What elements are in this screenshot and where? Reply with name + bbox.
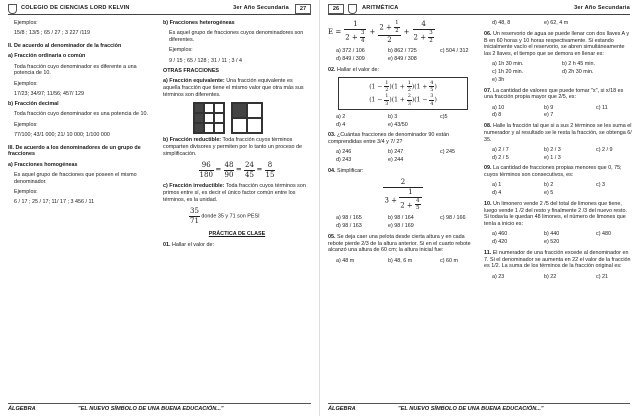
definition-text: Es aquel grupo de fracciones cuyos denominadores son diferentes.: [169, 30, 304, 43]
left-header: [8, 4, 311, 15]
footer-subject: ÁLGEBRA: [328, 406, 356, 412]
definition-text: Una fracción equivalente es aquella fracción que tiene el mismo valor que otra más sus términos son diferentes.: [163, 78, 304, 98]
option[interactable]: d) 4: [492, 190, 502, 196]
option[interactable]: e) 1 / 3: [544, 154, 561, 161]
irred-paragraph: [163, 183, 311, 203]
subsection-heading: b) Fracción decimal: [8, 101, 59, 107]
option[interactable]: d) 48, 8: [492, 20, 511, 26]
option[interactable]: d) 4: [336, 121, 346, 128]
ejemplos-label: Ejemplos:: [14, 20, 38, 26]
question-01: 01. Hallar el valor de:: [163, 241, 214, 248]
option[interactable]: b) 22: [544, 273, 557, 280]
grade-label: 3er Año Secundaria: [574, 5, 630, 11]
grade-label: 3er Año Secundaria: [233, 5, 289, 11]
footer-slogan: "EL NUEVO SÍMBOLO DE UNA BUENA EDUCACIÓN...": [398, 406, 544, 412]
right-footer: [328, 403, 630, 413]
q05-options: [328, 258, 478, 265]
footer-slogan: "EL NUEVO SÍMBOLO DE UNA BUENA EDUCACIÓN...": [78, 406, 224, 412]
option[interactable]: b) 440: [544, 231, 560, 238]
option[interactable]: a) 10: [492, 104, 505, 111]
right-header: [328, 4, 630, 15]
right-column-1: [328, 20, 478, 268]
practice-heading: PRÁCTICA DE CLASE: [208, 231, 266, 238]
option[interactable]: a) 372 / 106: [336, 48, 365, 54]
option[interactable]: e) 43/50: [388, 121, 408, 128]
option[interactable]: d) 8: [492, 112, 502, 119]
option[interactable]: b) 862 / 725: [388, 48, 417, 54]
grid-diagram-right: [231, 102, 263, 134]
section-heading: III. De acuerdo a los denominadores de un grupo de fracciones: [8, 144, 141, 158]
option[interactable]: e) 98 / 169: [388, 223, 414, 229]
option[interactable]: d) 2h 30 min.: [562, 69, 594, 75]
q02-options: [328, 114, 478, 129]
left-column-2: [163, 20, 311, 252]
equivalence-chain: $\frac{96}{180}$ = $\frac{48}{90}$ = $\frac{24}{45}$ = $\frac{8}{15}$: [199, 161, 275, 179]
q07-options: [484, 105, 632, 120]
equiv-paragraph: [163, 78, 311, 98]
option[interactable]: d) 849 / 309: [336, 55, 365, 62]
definition-text: Toda fracción cuyo denominador es diferente a una potencia de 10.: [14, 63, 137, 77]
ejemplos-label: Ejemplos:: [14, 80, 38, 87]
ejemplos-values: 17/23; 34/97; 11/56; 457/ 129: [14, 90, 85, 97]
left-footer: [8, 403, 311, 413]
option[interactable]: e) 7: [544, 112, 554, 119]
subsection-heading: b) Fracción reductible:: [163, 137, 222, 144]
question-05: 05. Se deja caer una pelota desde cierta altura y en cada rebote pierde 2/3 de la altura anterior. Si en el cuarto rebote alcanzó una altura de 60 cm; la altura inicial fue:: [328, 233, 471, 254]
q06-options: [484, 61, 632, 83]
option[interactable]: d) 420: [492, 239, 508, 245]
q01-options: [328, 48, 478, 63]
option[interactable]: b) 2: [544, 182, 554, 189]
option[interactable]: c) 98 / 166: [440, 215, 466, 222]
question-07: 07. La cantidad de valores que puede tomar "x", si x/18 es una fracción propia mayor que 2/5, es:: [484, 87, 624, 101]
question-03: 03. ¿Cuántas fracciones de denominador 90 están comprendidas entre 3/4 y 7/ 2?: [328, 132, 450, 145]
q04-expression: 2 3 + 1 2 + $\frac{4}{5}$: [328, 178, 478, 212]
option[interactable]: e) 5: [544, 190, 554, 196]
grid-diagram-left: [193, 102, 225, 134]
option[interactable]: b) 48, 6 m: [388, 257, 413, 264]
option[interactable]: d) 2 / 5: [492, 154, 509, 161]
question-06: 06. Un reservorio de agua se puede llenar con dos llaves A y B en 60 horas y 10 horas respectivamente. Si estando inicialmente vacío el reservorio, se abren simultáneamente las 2 llaves, el tiempo que se demora en llenar es:: [484, 30, 630, 57]
option[interactable]: e) 244: [388, 157, 404, 163]
option[interactable]: a) 48 m: [336, 257, 355, 264]
option[interactable]: b) 2 / 3: [544, 146, 561, 153]
option[interactable]: e) 62, 4 m: [544, 20, 569, 26]
option[interactable]: a) 23: [492, 273, 505, 280]
question-10: 10. Un limonero vende 2 /5 del total de limones que tiene, luego vende 1 /2 del resto y finalmente 2 /3 del nuevo resto. Si todavía le quedan 48 limones, el número de limones que tenía a inicio es:: [484, 200, 627, 227]
question-02: 02. Hallar el valor de:: [328, 66, 379, 73]
option[interactable]: b) 3: [388, 113, 398, 120]
option[interactable]: e) 849 / 308: [388, 55, 417, 62]
option[interactable]: a) 246: [336, 149, 352, 156]
option[interactable]: e) 3h: [492, 76, 505, 83]
option[interactable]: c) 2 / 9: [596, 146, 613, 153]
definition-text: Toda fracción cuyo denominador es una potencia de 10.: [14, 111, 148, 118]
option[interactable]: c) 504 / 312: [440, 48, 469, 54]
section-heading: II. De acuerdo al denominador de la fracción: [8, 43, 122, 49]
subsection-heading: b) Fracciones heterogéneas: [163, 20, 235, 26]
subsection-heading: a) Fracción equivalente:: [163, 78, 225, 84]
fraction-grids: [163, 102, 311, 134]
option[interactable]: a) 1h 30 min.: [492, 61, 524, 68]
ejemplos-values: 6 / 17 ; 25 / 17; 11/ 17 ; 3 456 / 11: [14, 199, 95, 205]
q10-options: [484, 231, 632, 246]
option[interactable]: c) 21: [596, 273, 608, 280]
school-logo-icon: [348, 4, 357, 14]
subsection-heading: a) Fracciones homogéneas: [8, 161, 78, 168]
option[interactable]: a) 2 / 7: [492, 146, 509, 153]
ejemplos-label: Ejemplos:: [14, 188, 38, 195]
option[interactable]: b) 98 / 164: [388, 215, 414, 222]
subsection-heading: c) Fracción irreductible:: [163, 183, 225, 189]
expression-E: E = 1 2 + $\frac{3}{4}$ + 2 + $\frac{1}{2}$ 2 + 4 2 + $\frac{3}{2}$: [328, 20, 433, 44]
option[interactable]: d) 243: [336, 157, 352, 163]
ejemplos-values: 77/100; 43/1 000; 21/ 10 000; 1/100 000: [14, 131, 110, 138]
option[interactable]: b) 9: [544, 104, 554, 111]
question-08: 08. Halle la fracción tal que si a sus 2 términos se les suma el numerador y al resultado se le resta la fracción, se obtenga 6/ 35.: [484, 123, 632, 143]
q05-options-continued: [484, 20, 632, 27]
ejemplos-values: 15/8 ; 13/5 ; 65 / 27 ; 3 227 /119: [14, 30, 91, 37]
definition-text: Toda fracción cuyos términos son primos entre sí, es decir el único factor común entre los términos, es la unidad.: [163, 183, 306, 203]
option[interactable]: a) 1: [492, 182, 502, 189]
question-04: 04. Simplificar:: [328, 167, 364, 174]
question-09: 09. La cantidad de fracciones propias menores que 0, 75; cuyos términos son consecutivos, es:: [484, 165, 622, 178]
option[interactable]: c) 1h 20 min.: [492, 69, 524, 75]
right-column-2: [484, 20, 632, 284]
school-name: COLEGIO DE CIENCIAS LORD KELVIN: [21, 5, 130, 11]
option[interactable]: d) 98 / 163: [336, 223, 362, 229]
irred-example: $\frac{35}{71}$ donde 35 y 71 son PESI: [190, 206, 260, 225]
page-number: 27: [295, 4, 311, 14]
option[interactable]: b) 2 h 45 min.: [562, 61, 595, 68]
reduc-paragraph: [163, 137, 311, 157]
section-heading: OTRAS FRACCIONES: [163, 67, 220, 74]
page-number: 26: [328, 4, 344, 14]
option[interactable]: c) 60 m: [440, 257, 458, 264]
option[interactable]: c) 3: [596, 182, 605, 189]
option[interactable]: c) 245: [440, 149, 455, 156]
option[interactable]: c) 11: [596, 104, 608, 111]
subsection-heading: a) Fracción ordinaria o común: [8, 53, 86, 60]
question-11: 11. El numerador de una fracción excede al denominador en 7. Si el denominador se aumenta en 22 el valor de la fracción es 1/2. La suma de los términos de la fracción original es:: [484, 249, 631, 270]
q04-options: [328, 215, 478, 230]
ejemplos-values: 9 / 15 ; 65 / 128 ; 31 / 11 ; 3 / 4: [169, 57, 243, 64]
left-column-1: [8, 20, 156, 209]
definition-text: Toda fracción cuyos términos comparten divisores y permiten por lo tanto un proceso de simplificación.: [163, 137, 303, 157]
right-page: [319, 0, 638, 416]
q03-options: [328, 149, 478, 164]
school-logo-icon: [8, 4, 17, 14]
option[interactable]: e) 520: [544, 239, 560, 245]
footer-subject: ÁLGEBRA: [8, 406, 36, 412]
ejemplos-label: Ejemplos:: [14, 121, 38, 128]
q09-options: [484, 182, 632, 197]
option[interactable]: c) 480: [596, 231, 611, 238]
option[interactable]: c)5: [440, 113, 448, 120]
q11-options: [484, 274, 632, 281]
irred-note: donde 35 y 71 son PESI: [201, 213, 260, 220]
q08-options: [484, 147, 632, 162]
subject-label: ARITMÉTICA: [362, 5, 399, 11]
option[interactable]: a) 460: [492, 231, 508, 238]
q02-expression: (1 − $\frac{1}{2}$ )(1 + $\frac{1}{2}$ )(1 + $\frac{4}{5}$ ) (1 − $\frac{1}{3}$ )(1 + $\frac{2}{3}$ )(1 − $\frac{3}{4}$ ): [338, 77, 468, 110]
option[interactable]: a) 2: [336, 113, 346, 120]
ejemplos-label: Ejemplos:: [169, 47, 193, 54]
definition-text: Es aquel grupo de fracciones que poseen el mismo denominador.: [14, 171, 137, 185]
option[interactable]: a) 98 / 165: [336, 215, 362, 222]
option[interactable]: b) 247: [388, 149, 404, 156]
